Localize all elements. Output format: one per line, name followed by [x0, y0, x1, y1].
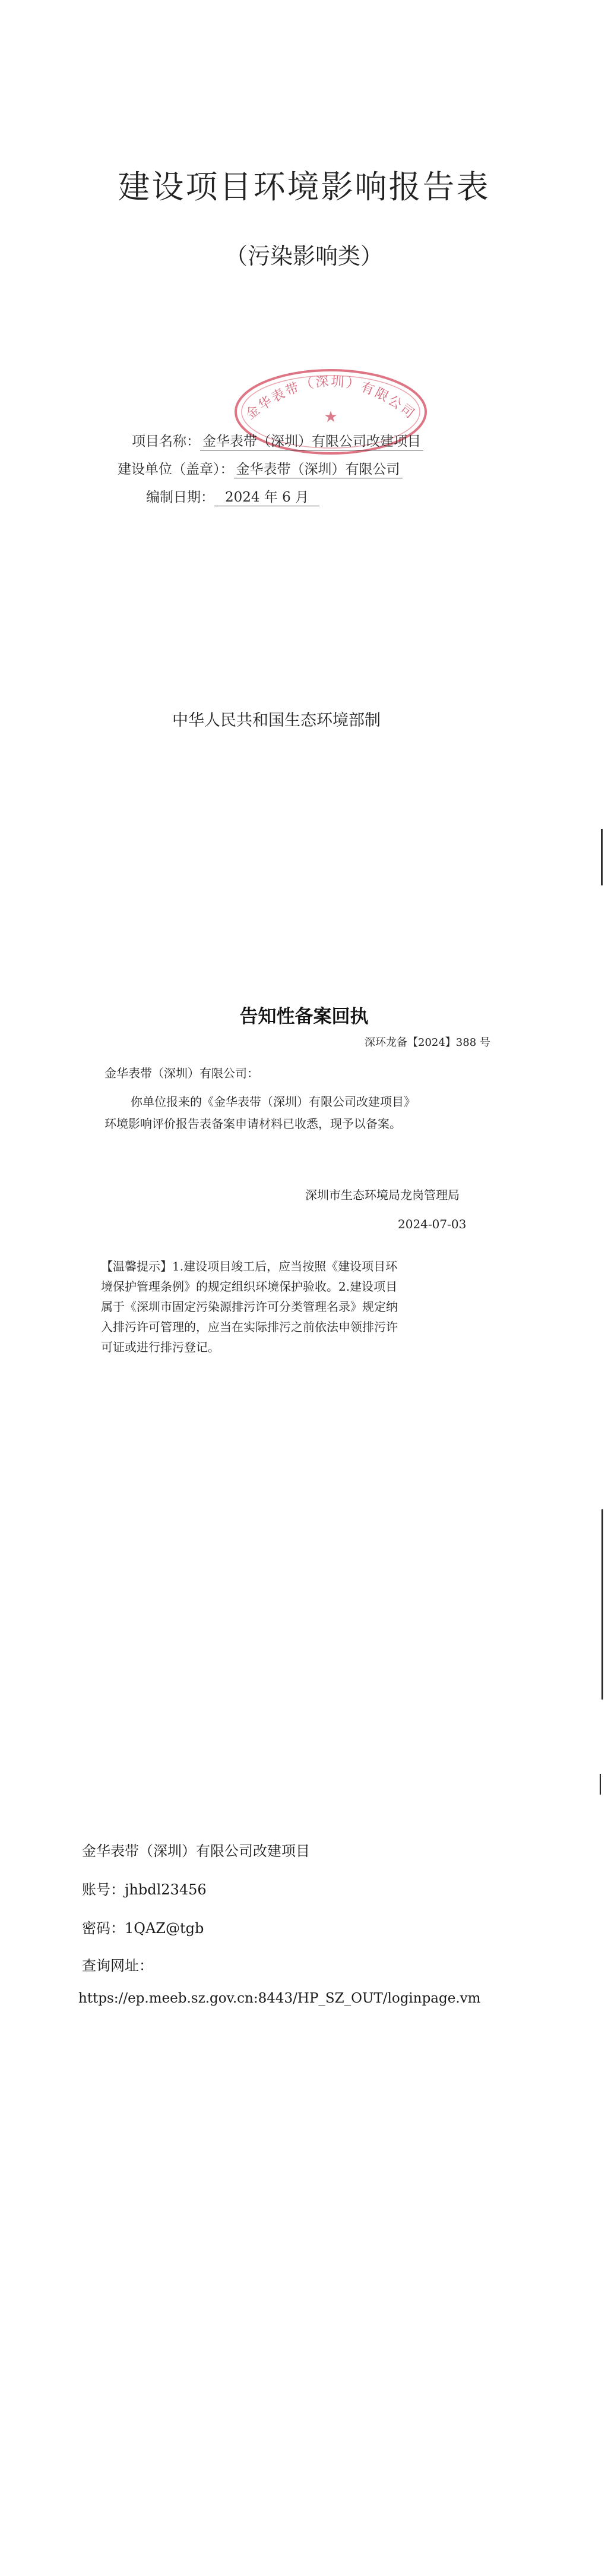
notice-title: 告知性备案回执: [239, 1006, 369, 1027]
scan-edge: [601, 829, 603, 885]
compile-date-row: [146, 486, 319, 506]
compile-date-label: 编制日期：: [146, 490, 214, 505]
query-url-label: 查询网址：: [82, 1957, 153, 1974]
issuer: 深圳市生态环境局龙岗管理局: [305, 1188, 460, 1202]
warm-tip: [101, 1256, 478, 1357]
construction-unit-row: [118, 458, 403, 478]
construction-unit-value: 金华表带（深圳）有限公司: [234, 458, 403, 478]
account-password: 密码：1QAZ@tgb: [82, 1920, 204, 1937]
compile-date-value: 2024 年 6 月: [214, 486, 319, 506]
notice-body-line-1: 你单位报来的《金华表带（深圳）有限公司改建项目》: [131, 1095, 416, 1109]
project-name-value: 金华表带（深圳）有限公司改建项目: [200, 430, 423, 450]
report-subtitle: （污染影响类）: [224, 243, 383, 269]
project-name-label: 项目名称：: [132, 434, 200, 449]
ministry-name: 中华人民共和国生态环境部制: [172, 711, 381, 730]
construction-unit-label: 建设单位（盖章）：: [118, 462, 234, 477]
scan-edge: [601, 1509, 603, 1700]
warm-tip-line-1: 【温馨提示】1.建设项目竣工后，应当按照《建设项目环: [101, 1259, 398, 1273]
project-name-row: [132, 430, 423, 450]
report-title: 建设项目环境影响报告表: [118, 168, 490, 206]
warm-tip-line-2: 境保护管理条例》的规定组织环境保护验收。2.建设项目: [101, 1279, 398, 1294]
addressee: 金华表带（深圳）有限公司：: [104, 1066, 259, 1080]
seal-text: 金华表带（深圳）有限公司: [243, 374, 419, 422]
svg-text:★: ★: [324, 408, 338, 426]
account-project-name: 金华表带（深圳）有限公司改建项目: [82, 1843, 310, 1859]
query-url[interactable]: https://ep.meeb.sz.gov.cn:8443/HP_SZ_OUT/loginpage.vm: [78, 1991, 481, 2006]
account-number: 账号：jhbdl23456: [82, 1881, 207, 1898]
document-number: 深环龙备【2024】388 号: [365, 1036, 490, 1049]
warm-tip-line-4: 入排污许可管理的，应当在实际排污之前依法申领排污许: [101, 1320, 398, 1334]
notice-body-line-2: 环境影响评价报告表备案申请材料已收悉，现予以备案。: [104, 1117, 401, 1131]
scan-edge: [600, 1774, 601, 1795]
warm-tip-line-5: 可证或进行排污登记。: [101, 1340, 220, 1354]
issue-date: 2024-07-03: [398, 1217, 467, 1231]
warm-tip-line-3: 属于《深圳市固定污染源排污许可分类管理名录》规定纳: [101, 1300, 398, 1314]
